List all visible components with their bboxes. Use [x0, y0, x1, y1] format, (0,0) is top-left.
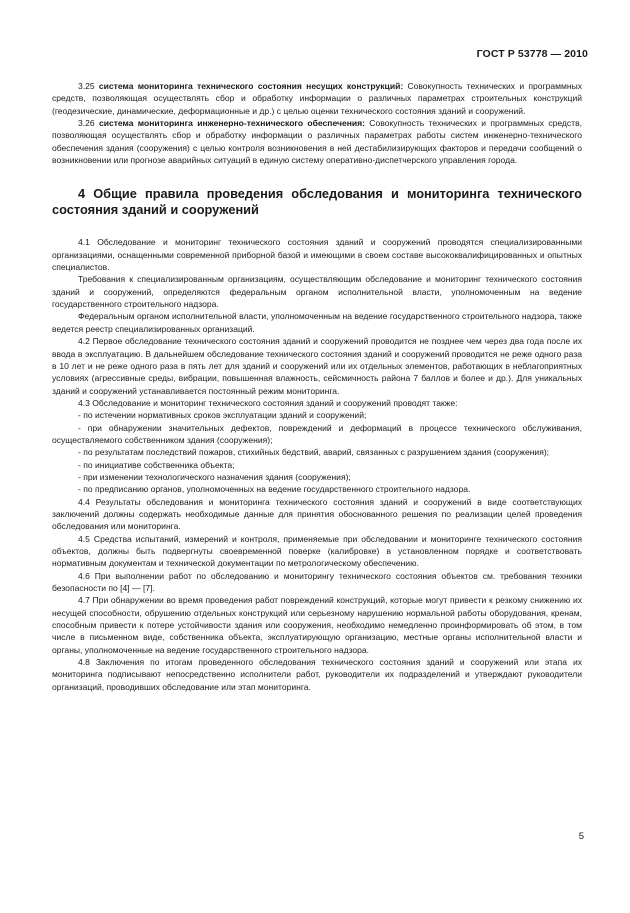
section-title: 4 Общие правила проведения обследования и мониторинга технического состояния зданий и сооружений — [52, 186, 582, 218]
definition-text: Совокупность технических и программных средств, позволяющая осуществлять сбор и обработку информации о различных параметрах работы систем инженерно-технического обеспечения здания (сооружения) с целью контроля возникновения в ней дестабилизирующих факторов и передачи сообщений о возникновении или прогнозе аварийных ситуаций в единую систему оперативно-диспетчерского управления города. — [52, 118, 583, 166]
paragraph: 4.5 Средства испытаний, измерений и контроля, применяемые при обследовании и мониторинге технического состояния объектов, должны быть подвергнуты своевременной поверке (калибровке) в установленном порядке и соответствовать нормативным документам и технической документации по метрологическому обеспечению. — [52, 533, 582, 569]
list-item: - по истечении нормативных сроков эксплуатации зданий и сооружений; — [78, 410, 367, 421]
list-item: - по предписанию органов, уполномоченных на ведение государственного строительного надзора. — [78, 484, 471, 495]
definition-term: система мониторинга технического состояния несущих конструкций: — [98, 81, 404, 91]
list-item: - при обнаружении значительных дефектов, повреждений и деформаций в процессе технического обслуживания, осуществляемого собственником здания (сооружения); — [52, 422, 582, 445]
paragraph: 4.8 Заключения по итогам проведенного обследования технического состояния зданий и сооружений или этапа их мониторинга подписывают непосредственно исполнители работ, руководители их подразделений и утверждают руководители организаций, проводивших обследование или этап мониторинга. — [52, 657, 582, 692]
paragraph: 4.7 При обнаружении во время проведения работ повреждений конструкций, которые могут привести к резкому снижению их несущей способности, обрушению отдельных конструкций или серьезному нарушению нормальной работы оборудования, кренам, способным привести к потере устойчивости здания или сооружения, необходимо немедленно проинформировать об этом, в том числе в письменном виде, собственника объекта, эксплуатирующую организацию, местные органы исполнительной власти и органы, уполномоченные на ведение государственного строительного надзора. — [52, 595, 582, 655]
definition-text: Совокупность технических и программных средств, позволяющая осуществлять сбор и обработку информации о различных параметрах строительных конструкций (геодезические, динамические, деформационные и др.) с целью оценки технического состояния зданий и сооружений. — [52, 81, 583, 116]
definition-number: 3.25 — [78, 81, 95, 91]
page-content — [52, 80, 582, 693]
list-item: - по инициативе собственника объекта; — [78, 459, 235, 470]
page-number: 5 — [578, 831, 584, 842]
paragraph: 4.3 Обследование и мониторинг технического состояния зданий и сооружений проводят также: — [78, 397, 458, 408]
paragraph: 4.2 Первое обследование технического состояния зданий и сооружений проводится не позднее чем через два года после их ввода в эксплуатацию. В дальнейшем обследование технического состояния зданий и сооружений проводится не реже одного раза в 10 лет и не реже одного раза в пять лет для зданий и сооружений или их отдельных элементов, работающих в неблагоприятных условиях (агрессивные среды, вибрации, повышенная влажность, сейсмичность района 7 баллов и более и др.). Для уникальных зданий и сооружений устанавливается постоянный режим мониторинга. — [52, 336, 582, 396]
paragraph: 4.4 Результаты обследования и мониторинга технического состояния зданий и сооружений в виде соответствующих заключений должны содержать необходимые данные для принятия обоснованного решения по реализации целей проведения обследования или мониторинга. — [52, 496, 582, 532]
paragraph: Федеральным органом исполнительной власти, уполномоченным на ведение государственного строительного надзора, также ведется реестр специализированных организаций. — [52, 311, 582, 334]
list-item: - при изменении технологического назначения здания (сооружения); — [78, 471, 351, 482]
definition-term: система мониторинга инженерно-технического обеспечения: — [98, 118, 365, 129]
definition-number: 3.26 — [78, 118, 95, 129]
paragraph: 4.1 Обследование и мониторинг технического состояния зданий и сооружений проводятся специализированными организациями, оснащенными современной приборной базой и имеющими в своем составе высококвалифицированных и опытных специалистов. — [52, 237, 582, 273]
list-item: - по результатам последствий пожаров, стихийных бедствий, аварий, связанных с разрушением здания (сооружения); — [78, 447, 550, 458]
paragraph: Требования к специализированным организациям, осуществляющим обследование и мониторинг технического состояния зданий и сооружений, определяются федеральным органом исполнительной власти, уполномоченным на ведение государственного строительного надзора. — [52, 274, 582, 310]
definition-3-26 — [52, 117, 582, 166]
definition-3-25 — [52, 80, 582, 117]
paragraph: 4.6 При выполнении работ по обследованию и мониторингу технического состояния объектов см. требования техники безопасности по [4] — [7]. — [52, 570, 582, 594]
document-code: ГОСТ Р 53778 — 2010 — [476, 48, 588, 60]
